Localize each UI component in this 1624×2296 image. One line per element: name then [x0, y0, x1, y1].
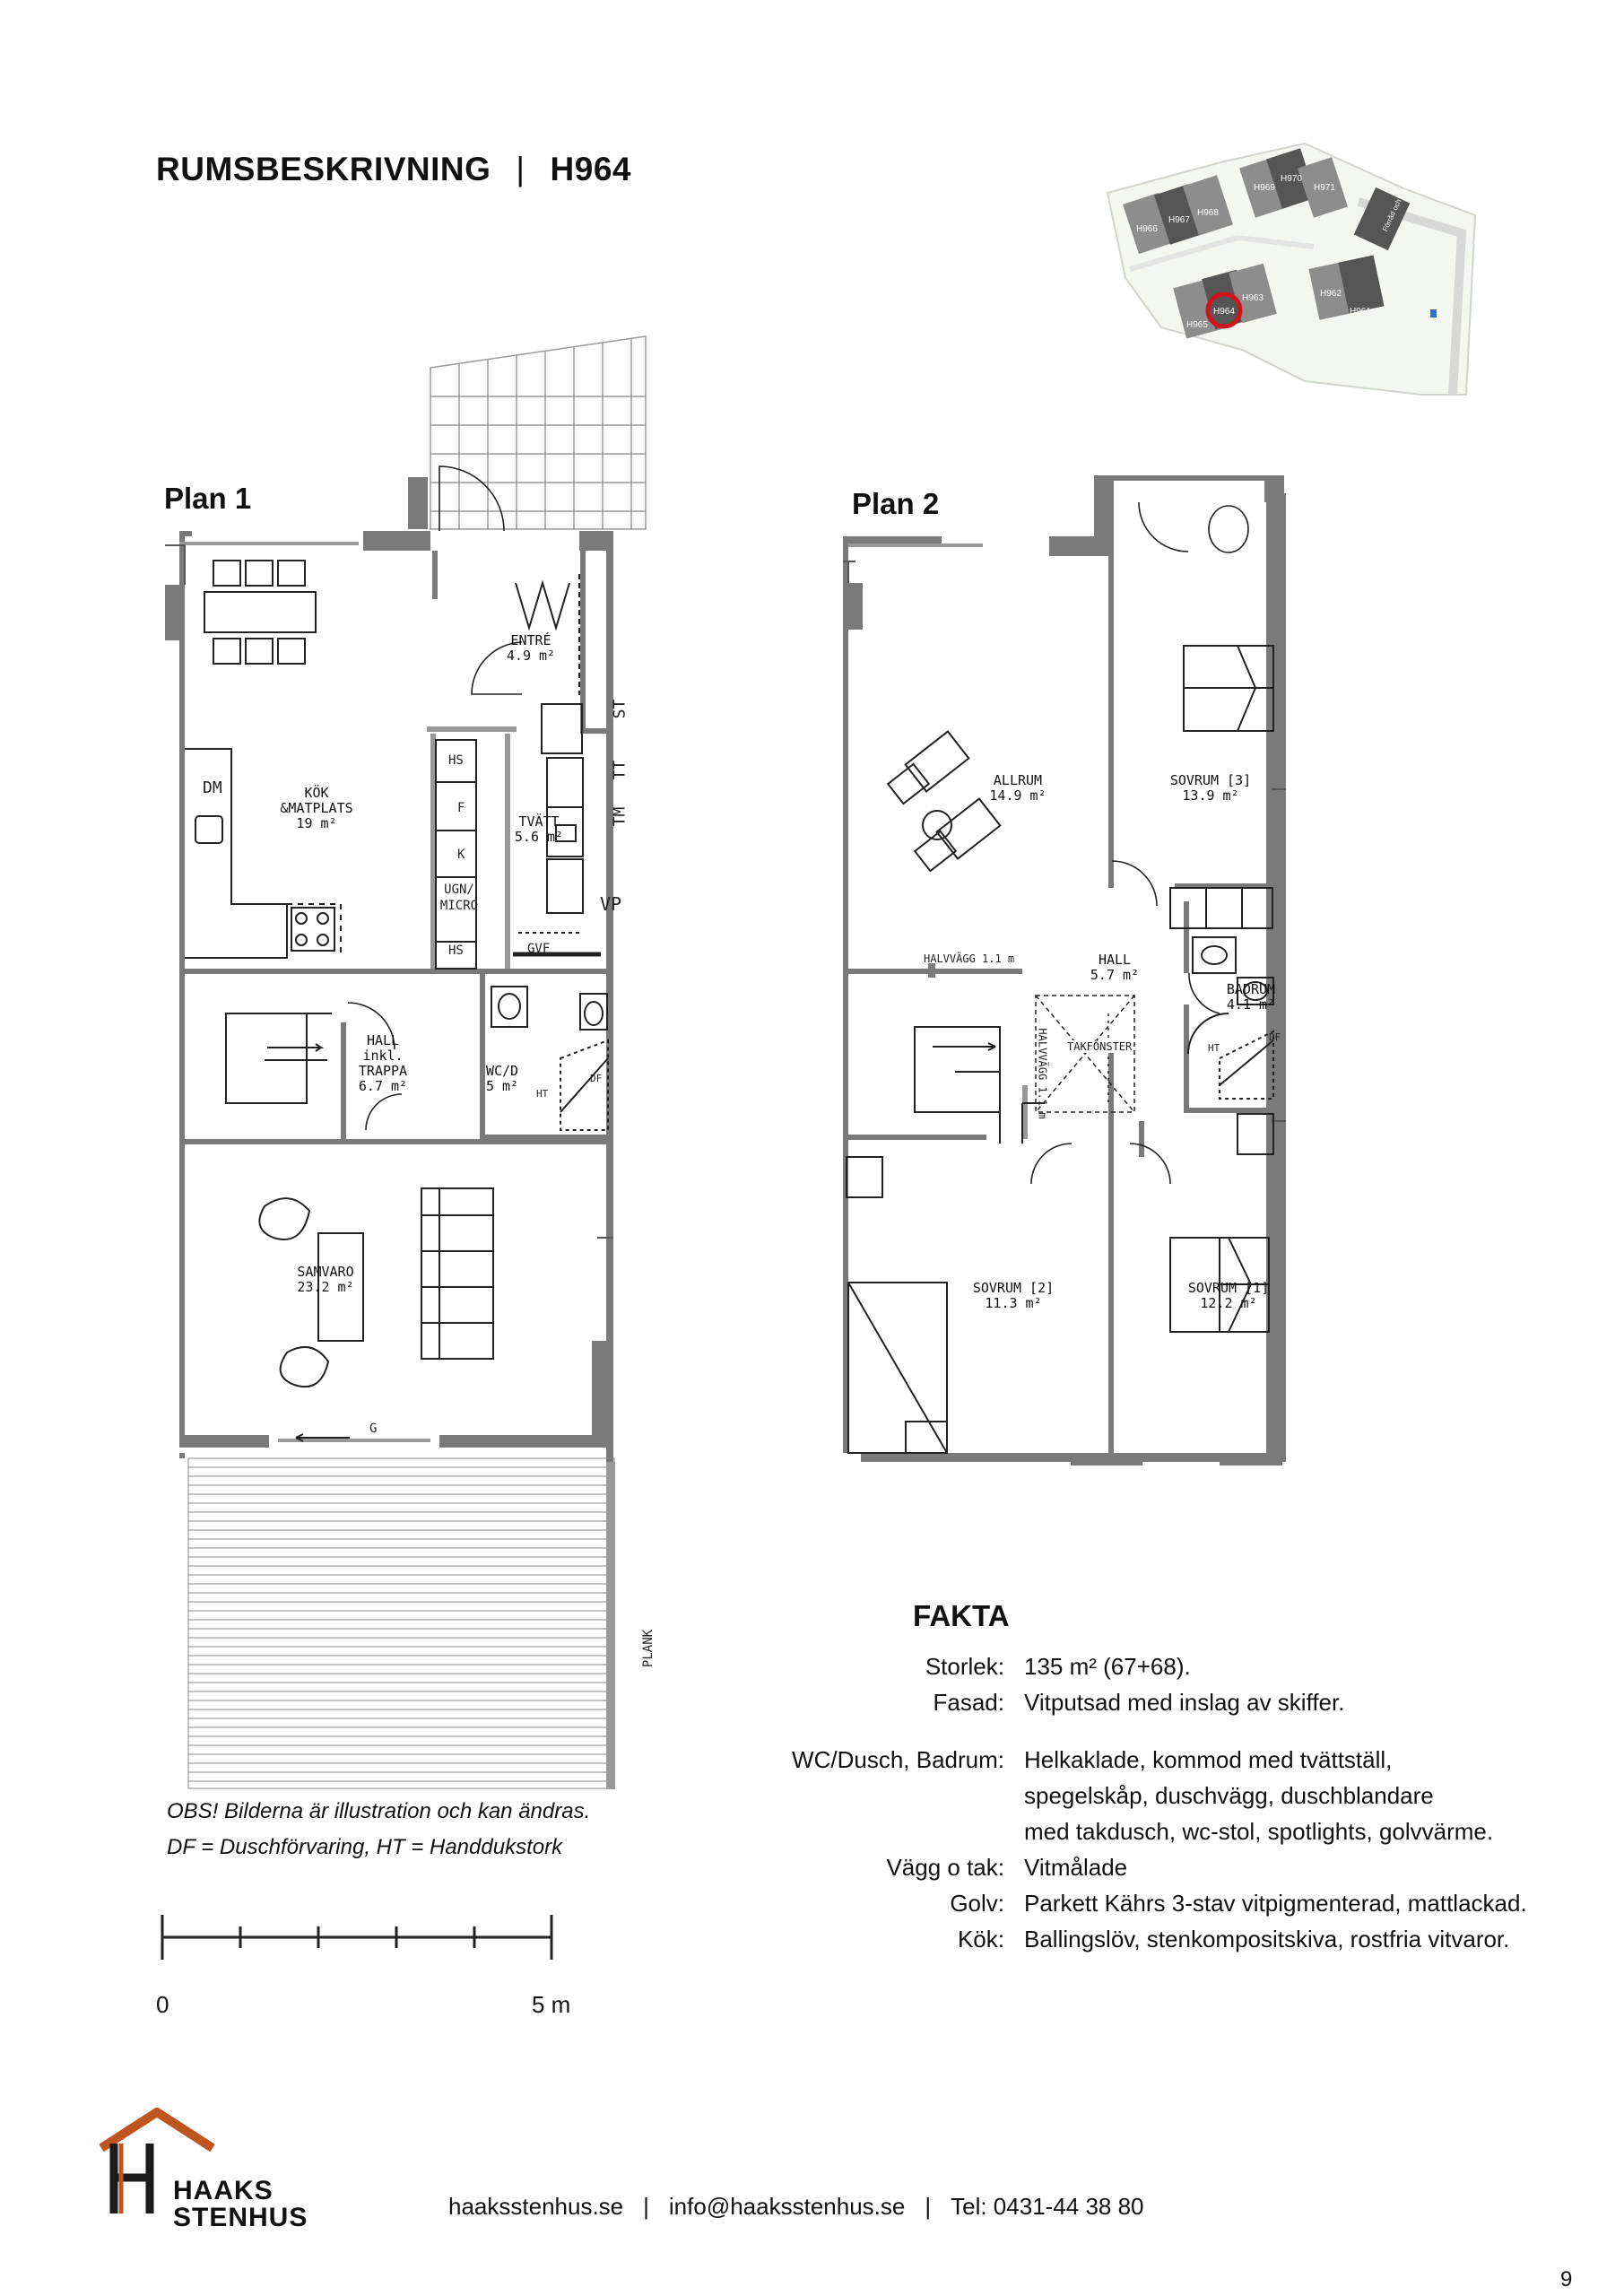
fakta-value-golv: Parkett Kährs 3-stav vitpigmenterad, mattlackad.: [1024, 1890, 1527, 1917]
footer-website-link[interactable]: haaksstenhus.se: [448, 2193, 624, 2220]
deck-plank: [188, 1458, 614, 1788]
room-hall2-area: 5.7 m²: [1090, 967, 1140, 983]
room-kok: [267, 786, 366, 831]
room-hall-area: 6.7 m²: [358, 1078, 408, 1094]
haaks-stenhus-logo: [94, 2108, 309, 2232]
site-map-label-h970: H970: [1281, 174, 1302, 184]
fakta-key-storlek: Storlek:: [925, 1653, 1004, 1680]
room-tvatt: [508, 814, 570, 845]
site-map-label-h964: H964: [1213, 307, 1235, 317]
tag-hs1: HS: [448, 753, 464, 768]
plan1-label: Plan 1: [164, 482, 252, 515]
room-sovrum3: [1157, 773, 1264, 804]
room-badrum: [1215, 982, 1287, 1013]
room-tvatt-area: 5.6 m²: [514, 829, 564, 845]
room-wc-name: WC/D: [485, 1063, 519, 1079]
fakta-key-kok: Kök:: [957, 1926, 1004, 1952]
room-allrum-name: ALLRUM: [993, 772, 1043, 788]
room-entre-name: ENTRÉ: [510, 632, 551, 648]
site-map-label-h967: H967: [1168, 215, 1190, 225]
room-kok-area: 19 m²: [296, 815, 337, 831]
tag-df: DF: [590, 1073, 603, 1084]
plan2-label: Plan 2: [852, 487, 940, 520]
wc-fixtures: [491, 987, 608, 1130]
title-separator: |: [516, 151, 525, 187]
room-sovrum1-area: 12.2 m²: [1200, 1295, 1257, 1311]
tag-st: ST: [610, 699, 630, 719]
scale-end-label: 5 m: [532, 1991, 571, 2018]
room-allrum: [977, 773, 1058, 804]
logo-line-1: HAAKS: [173, 2176, 274, 2205]
tag-halvvagg-h: HALVVÄGG 1.1 m: [924, 952, 1015, 965]
tall-cabinets: [436, 740, 476, 969]
tag-plank: PLANK: [641, 1629, 656, 1668]
staircase: [226, 1013, 332, 1103]
tag-vp: VP: [600, 893, 622, 915]
site-map-label-h971: H971: [1314, 183, 1335, 193]
room-badrum-area: 4.1 m²: [1226, 996, 1276, 1013]
room-sovrum2: [960, 1281, 1067, 1311]
logo-text: [173, 2178, 308, 2231]
site-map-label-h969: H969: [1254, 183, 1275, 193]
tag-ugn-micro: UGN/ MICRO: [439, 883, 479, 913]
fakta-value-kok: Ballingslöv, stenkompositskiva, rostfria vitvaror.: [1024, 1926, 1510, 1952]
room-entre-area: 4.9 m²: [506, 648, 556, 664]
room-sovrum2-name: SOVRUM [2]: [972, 1280, 1055, 1296]
room-allrum-area: 14.9 m²: [989, 787, 1046, 804]
room-sovrum1-name: SOVRUM [1]: [1187, 1280, 1270, 1296]
footer-contact: haaksstenhus.se | info@haaksstenhus.se | Tel: 0431-44 38 80: [448, 2193, 1144, 2220]
living-furniture: [259, 1188, 493, 1441]
site-map-label-h965: H965: [1186, 320, 1208, 330]
site-map-label-h961: H961: [1350, 307, 1371, 317]
room-tvatt-name: TVÄTT: [518, 813, 560, 830]
room-sovrum2-area: 11.3 m²: [985, 1295, 1042, 1311]
room-wc: [475, 1064, 529, 1094]
tag-df-plan2: DF: [1269, 1031, 1281, 1043]
room-samvaro-area: 23.2 m²: [297, 1279, 354, 1295]
tag-dm: DM: [203, 778, 222, 797]
skylight: [1036, 996, 1134, 1112]
tag-g: G: [369, 1422, 378, 1436]
room-sovrum3-area: 13.9 m²: [1182, 787, 1239, 804]
site-map-label-h968: H968: [1197, 208, 1219, 218]
footer-phone: Tel: 0431-44 38 80: [951, 2193, 1144, 2220]
tag-hs2: HS: [448, 944, 464, 958]
tag-ht: HT: [536, 1088, 549, 1100]
parking-icon: [1430, 309, 1437, 317]
room-wc-area: 5 m²: [485, 1078, 519, 1094]
bed-sovrum3: [1184, 646, 1273, 731]
site-map-label-h963: H963: [1242, 293, 1264, 303]
tag-takfonster: TAKFÖNSTER: [1067, 1040, 1133, 1053]
room-hall2-name: HALL: [1098, 952, 1132, 968]
tag-halvvagg-v: HALVVÄGG 1.1 m: [1036, 1028, 1049, 1119]
bed-sovrum2: [848, 1283, 947, 1453]
fakta-value-storlek: 135 m² (67+68).: [1024, 1653, 1191, 1680]
site-map-label-h966: H966: [1136, 224, 1158, 234]
tag-gvf: GVF: [527, 942, 551, 956]
fakta-value-fasad: Vitputsad med inslag av skiffer.: [1024, 1689, 1345, 1716]
title-text: RUMSBESKRIVNING: [156, 151, 491, 187]
room-hall-name: HALL inkl. TRAPPA: [358, 1032, 408, 1079]
room-sovrum1: [1175, 1281, 1282, 1311]
page-title: [156, 151, 631, 188]
disclaimer-note: [167, 1794, 590, 1866]
site-map: [1090, 126, 1484, 413]
tag-tt: TT: [610, 760, 630, 780]
page-number: 9: [1560, 2267, 1573, 2292]
fakta-key-wc: WC/Dusch, Badrum:: [792, 1746, 1004, 1773]
fakta-key-golv: Golv:: [950, 1890, 1004, 1917]
room-samvaro-name: SAMVARO: [297, 1264, 354, 1280]
room-sovrum3-name: SOVRUM [3]: [1169, 772, 1252, 788]
tag-tm: TM: [610, 806, 630, 827]
room-badrum-name: BADRUM: [1226, 981, 1276, 997]
fakta-value-wc-3: med takdusch, wc-stol, spotlights, golvvärme.: [1024, 1818, 1494, 1845]
room-samvaro: [285, 1265, 366, 1295]
room-entre: [491, 633, 571, 664]
room-kok-name: KÖK &MATPLATS: [280, 785, 353, 816]
fakta-value-wc-1: Helkaklade, kommod med tvättställ,: [1024, 1746, 1393, 1773]
site-map-label-h962: H962: [1320, 289, 1342, 299]
room-hall: [352, 1033, 414, 1094]
plan2-doors: [1031, 502, 1248, 1184]
dining-table: [204, 561, 316, 664]
note-line-1: OBS! Bilderna är illustration och kan ändras.: [167, 1799, 591, 1823]
footer-email-link[interactable]: info@haaksstenhus.se: [668, 2193, 906, 2220]
fakta-value-wc-2: spegelskåp, duschvägg, duschblandare: [1024, 1782, 1434, 1809]
storage-label: Förråd och soprum: [1380, 174, 1414, 233]
tag-ht-plan2: HT: [1208, 1042, 1220, 1054]
tag-f: F: [457, 801, 465, 815]
logo-line-2: STENHUS: [173, 2203, 308, 2232]
note-line-2: DF = Duschförvaring, HT = Handdukstork: [167, 1835, 563, 1859]
plan1-floorplan: [152, 323, 690, 1794]
house-code: H964: [550, 151, 631, 187]
fakta-key-fasad: Fasad:: [933, 1689, 1004, 1716]
plank-wall: [606, 1462, 615, 1789]
entrance-terrace: [430, 336, 646, 529]
tag-k: K: [457, 848, 465, 862]
fakta-key-vagg: Vägg o tak:: [886, 1854, 1004, 1881]
scale-start-label: 0: [156, 1991, 169, 2018]
fakta-value-vagg: Vitmålade: [1024, 1854, 1128, 1881]
room-hall-plan2: [1083, 952, 1146, 983]
fakta-heading: FAKTA: [913, 1599, 1010, 1632]
scale-bar: [157, 1910, 569, 1964]
plan1-walls: [165, 477, 682, 1794]
